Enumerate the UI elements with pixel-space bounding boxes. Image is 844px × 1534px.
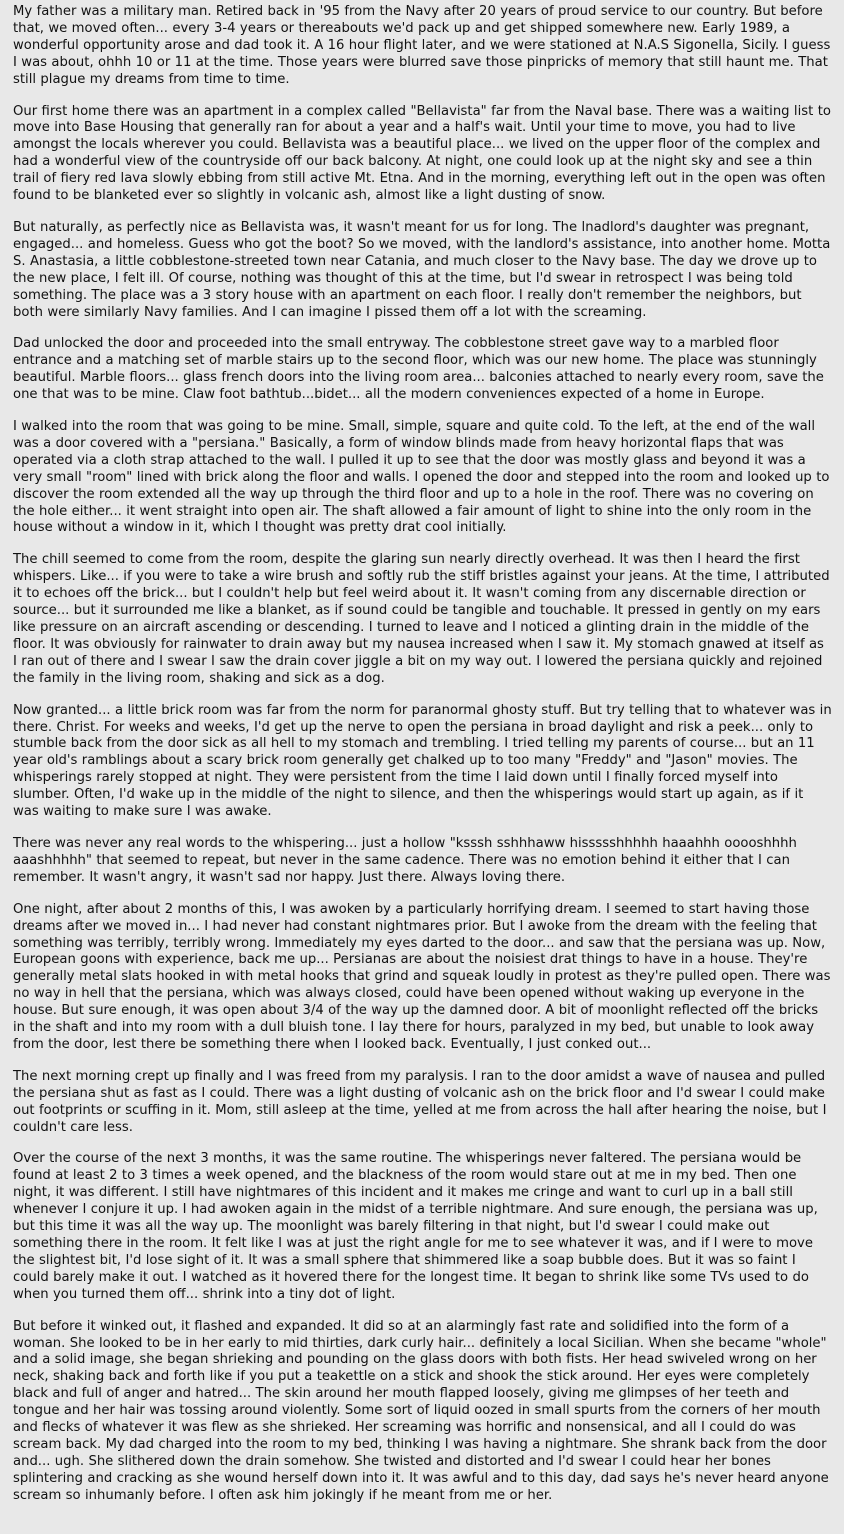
- story-paragraph-2: Our first home there was an apartment in a complex called "Bellavista" far from the Naval base. There was a waiting list to move into Base Housing that generally ran for about a year and a half's wait. Until your time to move, you had to live amongst the locals wherever you could. Bellavista was a beautiful place... we lived on the upper floor of the complex and had a wonderful view of the countryside off our back balcony. At night, one could look up at the night sky and see a thin trail of fiery red lava slowly ebbing from still active Mt. Etna. And in the morning, everything left out in the open was often found to be blanketed ever so slightly in volcanic ash, almost like a light dusting of snow.: [13, 103, 831, 204]
- story-paragraph-11: Over the course of the next 3 months, it was the same routine. The whisperings never faltered. The persiana would be found at least 2 to 3 times a week opened, and the blackness of the room would stare out at me in my bed. Then one night, it was different. I still have nightmares of this incident and it makes me cringe and want to curl up in a ball still whenever I conjure it up. I had awoken again in the midst of a terrible nightmare. And sure enough, the persiana was up, but this time it was all the way up. The moonlight was barely filtering in that night, but I'd swear I could make out something there in the room. It felt like I was at just the right angle for me to see whatever it was, and if I were to move the slightest bit, I'd lose sight of it. It was a small sphere that shimmered like a soap bubble does. But it was so faint I could barely make it out. I watched as it hovered there for the longest time. It began to shrink like some TVs used to do when you turned them off... shrink into a tiny dot of light.: [13, 1151, 818, 1302]
- story-paragraph-1: My father was a military man. Retired back in '95 from the Navy after 20 years of proud service to our country. But before that, we moved often... every 3-4 years or thereabouts we'd pack up and get shipped somewhere new. Early 1989, a wonderful opportunity arose and dad took it. A 16 hour flight later, and we were stationed at N.A.S Sigonella, Sicily. I guess I was about, ohhh 10 or 11 at the time. Those years were blurred save those pinpricks of memory that still haunt me. That still plague my dreams from time to time.: [13, 4, 831, 87]
- story-paragraph-7: Now granted... a little brick room was far from the norm for paranormal ghosty stuff. But try telling that to whatever was in there. Christ. For weeks and weeks, I'd get up the nerve to open the persiana in broad daylight and risk a peek... only to stumble back from the door sick as all hell to my stomach and trembling. I tried telling my parents of course... but an 11 year old's ramblings about a scary brick room generally get chalked up to too many "Freddy" and "Jason" movies. The whisperings rarely stopped at night. They were persistent from the time I laid down until I finally forced myself into slumber. Often, I'd wake up in the middle of the night to silence, and then the whisperings would start up again, as if it was waiting to make sure I was awake.: [13, 702, 832, 820]
- story-paragraph-6: The chill seemed to come from the room, despite the glaring sun nearly directly overhead. It was then I heard the first whispers. Like... if you were to take a wire brush and softly rub the stiff bristles against your jeans. At the time, I attributed it to echoes off the brick... but I couldn't help but feel weird about it. It wasn't coming from any discernable direction or source... but it surrounded me like a blanket, as if sound could be tangible and touchable. It pressed in gently on my ears like pressure on an aircraft ascending or descending. I turned to leave and I noticed a glinting drain in the middle of the floor. It was obviously for rainwater to drain away but my nausea increased when I saw it. My stomach gnawed at itself as I ran out of there and I swear I saw the drain cover jiggle a bit on my way out. I lowered the persiana quickly and rejoined the family in the living room, shaking and sick as a dog.: [13, 552, 830, 686]
- story-paragraph-3: But naturally, as perfectly nice as Bellavista was, it wasn't meant for us for long. The lnadlord's daughter was pregnant, engaged... and homeless. Guess who got the boot? So we moved, with the landlord's assistance, into another home. Motta S. Anastasia, a little cobblestone-streeted town near Catania, and much closer to the Navy base. The day we drove up to the new place, I felt ill. Of course, nothing was thought of this at the time, but I'd swear in retrospect I was being told something. The place was a 3 story house with an apartment on each floor. I really don't remember the neighbors, but both were similarly Navy families. And I can imagine I pissed them off a lot with the screaming.: [13, 219, 831, 320]
- story-paragraph-9: One night, after about 2 months of this, I was awoken by a particularly horrifying dream. I seemed to start having those dreams after we moved in... I had never had constant nightmares prior. But I awoke from the dream with the feeling that something was terribly, terribly wrong. Immediately my eyes darted to the door... and saw that the persiana was up. Now, European goons with experience, back me up... Persianas are about the noisiest drat things to have in a house. They're generally metal slats hooked in with metal hooks that grind and squeak loudly in protest as they're pulled open. There was no way in hell that the persiana, which was always closed, could have been opened without waking up everyone in the house. But sure enough, it was open about 3/4 of the way up the damned door. A bit of moonlight reflected off the bricks in the shaft and into my room with a dull bluish tone. I lay there for hours, paralyzed in my bed, but unable to look away from the door, lest there be something there when I looked back. Eventually, I just conked out...: [13, 901, 831, 1052]
- story-paragraph-4: Dad unlocked the door and proceeded into the small entryway. The cobblestone street gave way to a marbled floor entrance and a matching set of marble stairs up to the second floor, which was our new home. The place was stunningly beautiful. Marble floors... glass french doors into the living room area... balconies attached to nearly every room, save the one that was to be mine. Claw foot bathtub...bidet... all the modern conveniences expected of a home in Europe.: [13, 336, 824, 403]
- story-body: [13, 4, 832, 1505]
- story-paragraph-12: But before it winked out, it flashed and expanded. It did so at an alarmingly fast rate and solidified into the form of a woman. She looked to be in her early to mid thirties, dark curly hair... definitely a local Sicilian. When she became "whole" and a solid image, she began shrieking and pounding on the glass doors with both fists. Her head swiveled wrong on her neck, shaking back and forth like if you put a teakettle on a stick and shook the stick around. Her eyes were completely black and full of anger and hatred... The skin around her mouth flapped loosely, giving me glimpses of her teeth and tongue and her hair was tossing around violently. Some sort of liquid oozed in small spurts from the corners of her mouth and flecks of whatever it was flew as she shrieked. Her screaming was horrific and nonsensical, and all I could do was scream back. My dad charged into the room to my bed, thinking I was having a nightmare. She shrank back from the door and... ugh. She slithered down the drain somehow. She twisted and distorted and I'd swear I could hear her bones splintering and cracking as she wound herself down into it. It was awful and to this day, dad says he's never heard anyone scream so inhumanly before. I often ask him jokingly if he meant from me or her.: [13, 1318, 829, 1503]
- story-paragraph-10: The next morning crept up finally and I was freed from my paralysis. I ran to the door amidst a wave of nausea and pulled the persiana shut as fast as I could. There was a light dusting of volcanic ash on the brick floor and I'd swear I could make out footprints or scuffing in it. Mom, still asleep at the time, yelled at me from across the hall after hearing the noise, but I couldn't care less.: [13, 1068, 827, 1135]
- story-paragraph-5: I walked into the room that was going to be mine. Small, simple, square and quite cold. To the left, at the end of the wall was a door covered with a "persiana." Basically, a form of window blinds made from heavy horizontal flaps that was operated via a cloth strap attached to the wall. I pulled it up to see that the door was mostly glass and beyond it was a very small "room" lined with brick along the floor and walls. I opened the door and stepped into the room and looked up to discover the room extended all the way up through the third floor and up to a hole in the roof. There was no covering on the hole either... it went straight into open air. The shaft allowed a fair amount of light to shine into the only room in the house without a window in it, which I thought was pretty drat cool initially.: [13, 419, 830, 536]
- story-paragraph-8: There was never any real words to the whispering... just a hollow "ksssh sshhhaww hissssshhhhh haaahhh ooooshhhh aaashhhhh" that seemed to repeat, but never in the same cadence. There was no emotion behind it either that I can remember. It wasn't angry, it wasn't sad nor happy. Just there. Always loving there.: [13, 835, 797, 885]
